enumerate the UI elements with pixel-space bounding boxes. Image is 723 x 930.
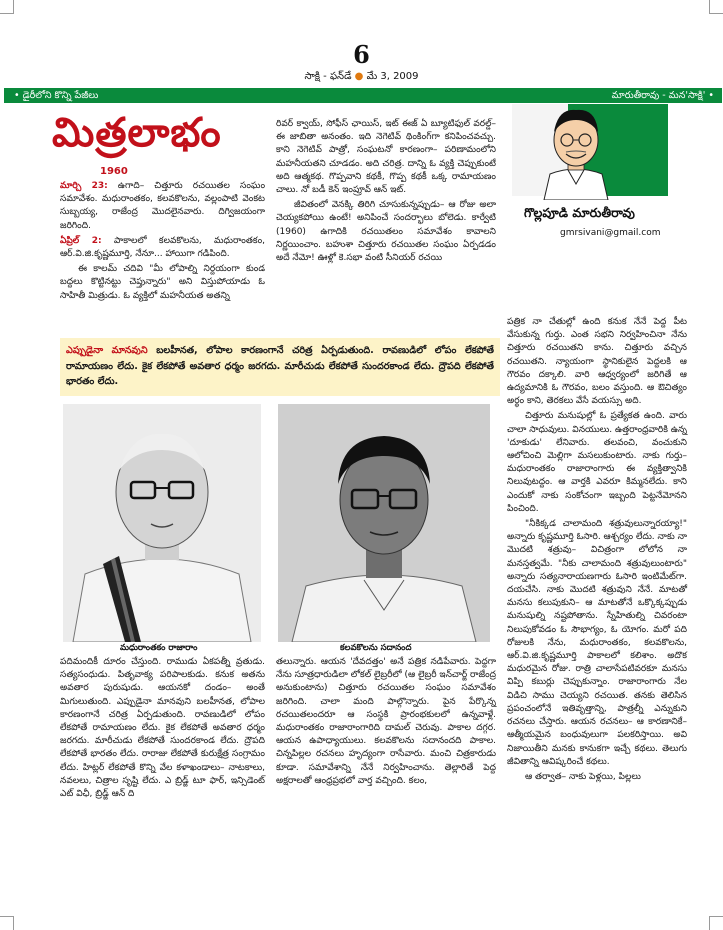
pull-quote-text: బలహీనత, లోపాల కారణంగానే చరిత్ర ఏర్పడుతుంది. రావణుడిలో లోపం లేకపోతే రామాయణం లేదు. కైక లేకపోతే అవతార ధర్మం జరగదు. మారీచుడు లేకపోతే సుందరకాండ లేదు. ద్రౌపది లేకపోతే భారతం లేదు. (66, 345, 494, 387)
section-strip-right: మారుతీరావు - మన'సాక్షి' • (611, 90, 714, 101)
author-email[interactable]: gmrsivani@gmail.com (560, 228, 661, 238)
column-1-bottom (60, 656, 265, 803)
photo-caption-1: మధురాంతకం రాజారాం (120, 643, 198, 653)
paragraph: ఆ తర్వాత– నాకు పెళ్లయి, పిల్లలు (525, 771, 641, 782)
pull-quote-lead: ఎప్పుడైనా మానవుని (66, 345, 148, 356)
column-3 (507, 316, 687, 786)
column-2-bottom (276, 656, 496, 790)
paper-name: సాక్షి - ఫన్‌డే (304, 71, 352, 82)
author-caricature (538, 104, 614, 200)
crop-mark-bottom-left (0, 916, 14, 930)
page-number: 6 (353, 40, 370, 69)
section-strip (4, 88, 722, 103)
column-1-top (60, 180, 265, 305)
dateline (0, 70, 723, 84)
crop-mark-top-right (709, 0, 723, 14)
paragraph: పత్రిక నా చేతుల్లో ఉంది కనుక నేనే పెద్ద పీట వేసుకున్న గుర్తు. ఎంత సభని నిర్వహించినా నేను చిత్తూరు రచయితని కాను. చిత్తూరు వచ్చిన రచయితని. న్యాయంగా స్థానికులైన పెద్దలకి ఆ గౌరవం దక్కాలి. వారి ఆధ్వర్యంలో జరిగితే ఆ ఉద్యమానికి ఓ గౌరవం, బలం వస్తుంది. ఆ ఔచిత్యం అర్థం కాని, తెరకలు వేసే వయస్సు అది. (507, 317, 687, 407)
photo-caption-2: కలవకొలను సదానంద (340, 643, 412, 653)
column-2-top (276, 118, 496, 267)
article-title: మిత్రలాభం (52, 110, 222, 156)
entry-date: మార్చి 23: (60, 181, 108, 191)
paragraph: పదిమందికీ దూరం చేస్తుంది. రాముడు ఏకపత్నీ వ్రతుడు. సత్యసంధుడు. పితృవాక్య పరిపాలకుడు. కనుక అతను అవతార పురుషుడు. ఆయనకో దండం– అంతే మిగులుతుంది. ఎప్పుడైనా మానవుని బలహీనత, లోపాల కారణంగానే చరిత్ర ఏర్పడుతుంది. రావణుడిలో లోపం లేకపోతే రామాయణం లేదు. కైక లేకపోతే అవతార ధర్మం జరగదు. మారీచుడు లేకపోతే సుందరకాండ లేదు. ద్రౌపది లేకపోతే భారతం లేదు. రారాజు లేకపోతే కురుక్షేత్ర సంగ్రామం లేదు. హిట్లర్ లేకపోతే కొన్ని వేల కళాఖండాలు– నాటకాలు, నవలలు, చిత్రాల సృష్టి లేదు. ఎ బ్రిడ్జ్ టూ ఫార్, ఇన్సిడెంట్ ఎట్ విఛీ, బ్రిడ్జ్ ఆన్ ది (60, 657, 265, 800)
paragraph: తలున్నారు. ఆయన 'దేవదత్తం' అనే పత్రిక నడిపేవారు. పెద్దగా నేను సూత్రధారుడిలా లోకల్ లైబ్రరీలో (ఆ లైబ్రరీ ఇన్‌చార్జ్ రాజేంద్ర అనుకుంటాను) చిత్తూరు రచయితల సంఘం సమావేశం జరిగింది. చాలా మంది పాల్గొన్నారు. పైన పేర్కొన్న రచయితలందరూ ఆ సంస్థకి ప్రారంభకులలో ఉన్నవాళ్లే. మధురాంతకం రాజారాంగారిది దామల్ చెరువు. పాకాల దగ్గర. ఆయన ఉపాధ్యాయులు. కలవకొలను సదానందది పాకాల. చిన్నపిల్లల రచనలు హృద్యంగా రాసేవారు. మంచి చిత్రకారుడు కూడా. సమావేశాన్ని నేనే నిర్వహించాను. తెల్లారితే పెద్ద అక్షరాలతో ఆంధ్రప్రభలో వార్త వచ్చింది. కలం, (276, 657, 496, 786)
paragraph: "నీకిక్కడ చాలామంది శత్రువులున్నారయ్యా!" అన్నారు కృష్ణమూర్తి ఓసారి. ఆశ్చర్యం లేదు. నాకు నా మొదటి శత్రువు– విచిత్రంగా లోలోన నా మనస్తత్వమే. "నీకు చాలామంది శత్రువులుంటారు" అన్నారు సత్యనారాయణగారు ఓసారి ఇంటిమేట్‌గా. దయచేసి. నాకు మొదటి శత్రువుని నేనే. మాటతో మనసు కలుపుకుని– ఆ మాటతోనే ఒక్కొక్కప్పుడు మనుషుల్ని నష్టపోతాను. స్నేహితుల్ని చివరంటా నిలుపుకోవడం ఓ సౌభాగ్యం, ఓ యోగం. మరో పది రోజులకి నేను, మధురాంతకం, కలవకొలను, ఆర్.వి.జి.కృష్ణమూర్తి పాకాలలో కలిశాం. అదొక మధురమైన రోజు. రాత్రి చాలాసేపటివరకూ మనసు విప్పి కబుర్లు చెప్పుకున్నాం. రాజారాంగారు నేల విడిచి సాము చెయ్యని రచయిత. తనకు తెలిసిన ప్రపంచంలోనే ఇతివృత్తాన్ని, పాత్రల్నీ ఎన్నుకుని రచనలు చేస్తారు. ఆయన రచనలు– ఆ కారణానికే– ఆత్మీయమైన బంధువులుగా పలకరిస్తాయి. అవి నిజాయితీని మనకు కానుకగా ఇచ్చే కథలు. తెలుగు జీవితాన్ని ఆవిష్కరించే కథలు. (507, 519, 687, 767)
paragraph: చిత్తూరు మనుషుల్లో ఓ ప్రత్యేకత ఉంది. వారు చాలా సాధువులు. వినయులు. ఉత్తరాంధ్రవారికి ఉన్న 'దూకుడు' లేనివారు. తలవంచి, వంచుకుని ఆలోచించి మెల్లిగా మసలుకుంటారు. నాకు గుర్తు– మధురాంతకం రాజారాంగారు ఈ వ్యక్తిత్వానికి నిలువుటద్దం. ఆ వార్తకి ఎవరూ కిమ్మనలేదు. కాని ఎందుకో నాకు సంకోచంగా ఇబ్బంది పెట్టనేమోనని పించింది. (507, 411, 687, 514)
pull-quote (60, 338, 500, 396)
section-strip-left: • డైరీలోని కొన్ని పేజీలు (14, 90, 99, 101)
portrait-photo-1 (63, 404, 261, 642)
paragraph-text: ఈ కాలమ్ చదివి "మీ లోపాల్ని నిర్దయంగా కుండ బద్దలు కొట్టినట్టు చెప్తున్నారు" అని విస్తుపోయాడు ఓ సాహితీ మిత్రుడు. ఓ వ్యక్తిలో మహనీయత అతన్ని (60, 264, 265, 301)
crop-mark-top-left (0, 0, 14, 14)
issue-date: మే 3, 2009 (366, 71, 419, 82)
entry-text: ఉగాది– చిత్తూరు రచయితల సంఘం సమావేశం. మధురాంతకం, కలవకొలను, వల్లంపాటి వెంకట సుబ్బయ్య, రాజేంద్ర మొదలైనవారు. దిగ్విజయంగా జరిగింది. (60, 181, 266, 231)
photo-madhurantakam-rajaram (63, 404, 261, 642)
portrait-photo-2 (278, 404, 490, 642)
article-year: 1960 (100, 166, 128, 177)
entry-date: ఏప్రిల్ 2: (60, 235, 102, 246)
paragraph: జీవితంలో వెనక్కి తిరిగి చూసుకున్నప్పుడు– ఆ రోజు అలా చెయ్యకపోయి ఉంటే! అనిపించే సందర్భాలు బోలెడు. కార్వేటి (1960) ఉగాదికి రచయితలం సమావేశం కావాలని నిర్ణయించాం. బహుశా చిత్తూరు రచయితల సంఘం ఏర్పడడం అదే నేమో! ఊళ్లో కె.సభా వంటి సీనియర్ రచయి (276, 200, 496, 264)
author-name: గొల్లపూడి మారుతీరావు (524, 205, 635, 220)
photo-kalavakolanu-sadananda (278, 404, 490, 642)
paragraph: రివర్ క్వాయ్, సోఫీస్ ఛాయిస్, ఇట్ ఈజ్ ఏ బ్యూటిఫుల్ వరల్డ్– ఈ జాబితా అనంతం. ఇది నెగెటివ్ థింకింగ్‌గా కనిపించవచ్చు. కాని నెగెటివ్ పాత్రో, సంఘటనో కారణంగా– పరిణామంలోని మహనీయతని చూడడం. అది చరిత్ర. దాన్ని ఓ వ్యక్తి చెప్పుకుంటే అది ఆత్మకథ. గొప్పవాని కథకీ, గొప్ప కథకీ ఒక్క రామాయణం చాలు. నో బడీ కెన్ ఇంప్రూవ్ ఆన్ ఇట్. (276, 119, 496, 196)
crop-mark-bottom-right (709, 916, 723, 930)
entry-text: పాకాలలో కలవకొలను, మధురాంతకం, ఆర్.వి.జి.కృష్ణమూర్తి, నేనూ... హాయిగా గడిపింది. (60, 235, 265, 260)
diary-entry (60, 180, 265, 233)
paragraph (60, 263, 265, 303)
bullet-icon: ● (354, 71, 364, 82)
diary-entry (60, 235, 265, 261)
